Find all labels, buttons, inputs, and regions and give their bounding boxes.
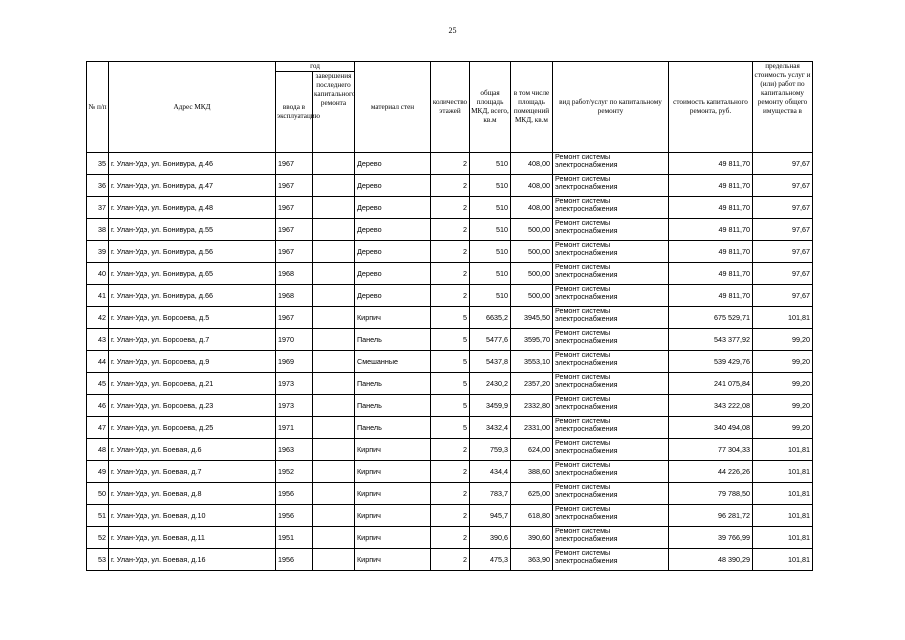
row-floors: 5: [431, 329, 470, 351]
table-row: [87, 263, 813, 285]
row-work-type: Ремонт системы электроснабжения: [553, 351, 669, 373]
row-work-type: Ремонт системы электроснабжения: [553, 549, 669, 571]
row-number: 48: [87, 439, 109, 461]
row-number: 47: [87, 417, 109, 439]
row-address: г. Улан-Удэ, ул. Бонивура, д.56: [109, 241, 276, 263]
row-max-cost: 99,20: [753, 329, 813, 351]
row-material: Кирпич: [355, 439, 431, 461]
table-row: [87, 307, 813, 329]
row-max-cost: 101,81: [753, 527, 813, 549]
row-number: 42: [87, 307, 109, 329]
row-material: Дерево: [355, 153, 431, 175]
row-address: г. Улан-Удэ, ул. Борсоева, д.23: [109, 395, 276, 417]
row-cost: 343 222,08: [669, 395, 753, 417]
row-work-type: Ремонт системы электроснабжения: [553, 417, 669, 439]
row-repair-year: [313, 549, 355, 571]
table-row: [87, 417, 813, 439]
row-cost: 49 811,70: [669, 153, 753, 175]
header-max-cost: предельная стоимость услуг и (или) работ по капитальному ремонту общего имущества в: [753, 62, 813, 153]
row-floors: 2: [431, 241, 470, 263]
row-number: 40: [87, 263, 109, 285]
row-cost: 39 766,99: [669, 527, 753, 549]
row-address: г. Улан-Удэ, ул. Борсоева, д.9: [109, 351, 276, 373]
repair-table: [86, 61, 813, 571]
row-total-area: 5437,8: [470, 351, 511, 373]
row-year: 1967: [276, 219, 313, 241]
row-material: Дерево: [355, 285, 431, 307]
row-number: 52: [87, 527, 109, 549]
row-max-cost: 101,81: [753, 483, 813, 505]
row-year: 1970: [276, 329, 313, 351]
row-work-type: Ремонт системы электроснабжения: [553, 373, 669, 395]
row-address: г. Улан-Удэ, ул. Бонивура, д.46: [109, 153, 276, 175]
row-repair-year: [313, 285, 355, 307]
row-floors: 5: [431, 395, 470, 417]
table-row: [87, 351, 813, 373]
row-address: г. Улан-Удэ, ул. Боевая, д.6: [109, 439, 276, 461]
row-address: г. Улан-Удэ, ул. Боевая, д.7: [109, 461, 276, 483]
row-total-area: 390,6: [470, 527, 511, 549]
header-wall-material: материал стен: [355, 62, 431, 153]
row-premises-area: 625,00: [511, 483, 553, 505]
row-floors: 2: [431, 483, 470, 505]
row-work-type: Ремонт системы электроснабжения: [553, 241, 669, 263]
row-premises-area: 390,60: [511, 527, 553, 549]
row-year: 1968: [276, 285, 313, 307]
row-premises-area: 2332,80: [511, 395, 553, 417]
row-premises-area: 624,00: [511, 439, 553, 461]
row-work-type: Ремонт системы электроснабжения: [553, 527, 669, 549]
row-year: 1956: [276, 483, 313, 505]
row-total-area: 3459,9: [470, 395, 511, 417]
row-cost: 241 075,84: [669, 373, 753, 395]
row-address: г. Улан-Удэ, ул. Бонивура, д.66: [109, 285, 276, 307]
row-address: г. Улан-Удэ, ул. Боевая, д.8: [109, 483, 276, 505]
row-cost: 79 788,50: [669, 483, 753, 505]
header-year-last-repair: завершения последнего капитального ремонта: [313, 72, 355, 153]
row-cost: 543 377,92: [669, 329, 753, 351]
row-repair-year: [313, 219, 355, 241]
row-number: 50: [87, 483, 109, 505]
row-repair-year: [313, 373, 355, 395]
row-floors: 2: [431, 527, 470, 549]
row-repair-year: [313, 175, 355, 197]
row-floors: 5: [431, 307, 470, 329]
row-floors: 2: [431, 197, 470, 219]
row-cost: 539 429,76: [669, 351, 753, 373]
row-repair-year: [313, 351, 355, 373]
row-premises-area: 2357,20: [511, 373, 553, 395]
row-material: Смешанные: [355, 351, 431, 373]
row-premises-area: 363,90: [511, 549, 553, 571]
row-floors: 5: [431, 351, 470, 373]
row-work-type: Ремонт системы электроснабжения: [553, 483, 669, 505]
row-floors: 2: [431, 175, 470, 197]
row-total-area: 510: [470, 197, 511, 219]
row-work-type: Ремонт системы электроснабжения: [553, 153, 669, 175]
row-address: г. Улан-Удэ, ул. Борсоева, д.5: [109, 307, 276, 329]
row-number: 49: [87, 461, 109, 483]
row-year: 1969: [276, 351, 313, 373]
table-body: [87, 153, 813, 571]
row-repair-year: [313, 263, 355, 285]
header-year-commission: ввода в эксплуатацию: [276, 72, 313, 153]
row-repair-year: [313, 417, 355, 439]
row-work-type: Ремонт системы электроснабжения: [553, 175, 669, 197]
row-premises-area: 3945,50: [511, 307, 553, 329]
row-year: 1952: [276, 461, 313, 483]
row-work-type: Ремонт системы электроснабжения: [553, 461, 669, 483]
row-premises-area: 500,00: [511, 285, 553, 307]
row-repair-year: [313, 241, 355, 263]
header-address: Адрес МКД: [109, 62, 276, 153]
header-year-group: год: [276, 62, 355, 72]
row-address: г. Улан-Удэ, ул. Бонивура, д.47: [109, 175, 276, 197]
row-cost: 49 811,70: [669, 197, 753, 219]
row-number: 45: [87, 373, 109, 395]
row-cost: 675 529,71: [669, 307, 753, 329]
row-address: г. Улан-Удэ, ул. Бонивура, д.65: [109, 263, 276, 285]
row-repair-year: [313, 307, 355, 329]
row-work-type: Ремонт системы электроснабжения: [553, 219, 669, 241]
table-row: [87, 461, 813, 483]
row-address: г. Улан-Удэ, ул. Борсоева, д.21: [109, 373, 276, 395]
row-work-type: Ремонт системы электроснабжения: [553, 263, 669, 285]
table-row: [87, 373, 813, 395]
row-repair-year: [313, 505, 355, 527]
row-work-type: Ремонт системы электроснабжения: [553, 307, 669, 329]
header-work-type: вид работ/услуг по капитальному ремонту: [553, 62, 669, 153]
header-cost: стоимость капитального ремонта, руб.: [669, 62, 753, 153]
row-floors: 2: [431, 153, 470, 175]
row-total-area: 510: [470, 241, 511, 263]
row-year: 1956: [276, 505, 313, 527]
row-address: г. Улан-Удэ, ул. Борсоева, д.7: [109, 329, 276, 351]
row-max-cost: 97,67: [753, 175, 813, 197]
table-row: [87, 175, 813, 197]
row-material: Панель: [355, 395, 431, 417]
row-floors: 2: [431, 505, 470, 527]
row-address: г. Улан-Удэ, ул. Боевая, д.10: [109, 505, 276, 527]
row-total-area: 2430,2: [470, 373, 511, 395]
row-number: 51: [87, 505, 109, 527]
row-floors: 5: [431, 373, 470, 395]
row-work-type: Ремонт системы электроснабжения: [553, 395, 669, 417]
row-floors: 2: [431, 461, 470, 483]
row-repair-year: [313, 197, 355, 219]
row-total-area: 510: [470, 175, 511, 197]
row-year: 1967: [276, 241, 313, 263]
table-row: [87, 483, 813, 505]
row-total-area: 3432,4: [470, 417, 511, 439]
table-row: [87, 439, 813, 461]
row-cost: 77 304,33: [669, 439, 753, 461]
row-year: 1968: [276, 263, 313, 285]
row-floors: 2: [431, 285, 470, 307]
row-max-cost: 99,20: [753, 351, 813, 373]
table-row: [87, 395, 813, 417]
table-row: [87, 329, 813, 351]
row-number: 36: [87, 175, 109, 197]
row-repair-year: [313, 329, 355, 351]
row-material: Панель: [355, 417, 431, 439]
row-material: Дерево: [355, 197, 431, 219]
row-repair-year: [313, 153, 355, 175]
row-max-cost: 101,81: [753, 461, 813, 483]
row-repair-year: [313, 483, 355, 505]
row-premises-area: 408,00: [511, 153, 553, 175]
header-floors: количество этажей: [431, 62, 470, 153]
row-max-cost: 101,81: [753, 439, 813, 461]
row-year: 1971: [276, 417, 313, 439]
row-number: 41: [87, 285, 109, 307]
table-row: [87, 285, 813, 307]
row-premises-area: 618,80: [511, 505, 553, 527]
row-year: 1967: [276, 197, 313, 219]
row-material: Кирпич: [355, 549, 431, 571]
row-number: 37: [87, 197, 109, 219]
row-repair-year: [313, 395, 355, 417]
row-floors: 2: [431, 549, 470, 571]
row-premises-area: 2331,00: [511, 417, 553, 439]
row-max-cost: 97,67: [753, 197, 813, 219]
page-number: 25: [448, 26, 457, 35]
row-max-cost: 97,67: [753, 241, 813, 263]
row-cost: 49 811,70: [669, 175, 753, 197]
row-cost: 44 226,26: [669, 461, 753, 483]
row-address: г. Улан-Удэ, ул. Боевая, д.16: [109, 549, 276, 571]
row-address: г. Улан-Удэ, ул. Бонивура, д.55: [109, 219, 276, 241]
row-premises-area: 408,00: [511, 197, 553, 219]
row-material: Кирпич: [355, 527, 431, 549]
header-total-area: общая площадь МКД, всего, кв.м: [470, 62, 511, 153]
row-year: 1967: [276, 307, 313, 329]
row-number: 44: [87, 351, 109, 373]
row-year: 1967: [276, 153, 313, 175]
row-number: 46: [87, 395, 109, 417]
row-total-area: 945,7: [470, 505, 511, 527]
row-material: Кирпич: [355, 461, 431, 483]
row-number: 38: [87, 219, 109, 241]
row-floors: 2: [431, 263, 470, 285]
header-premises-area: в том числе площадь помещений МКД, кв.м: [511, 62, 553, 153]
row-max-cost: 99,20: [753, 373, 813, 395]
row-cost: 96 281,72: [669, 505, 753, 527]
row-total-area: 5477,6: [470, 329, 511, 351]
row-number: 43: [87, 329, 109, 351]
row-premises-area: 3595,70: [511, 329, 553, 351]
row-work-type: Ремонт системы электроснабжения: [553, 439, 669, 461]
row-year: 1963: [276, 439, 313, 461]
row-repair-year: [313, 527, 355, 549]
row-repair-year: [313, 439, 355, 461]
row-floors: 5: [431, 417, 470, 439]
row-year: 1951: [276, 527, 313, 549]
row-material: Дерево: [355, 175, 431, 197]
row-address: г. Улан-Удэ, ул. Бонивура, д.48: [109, 197, 276, 219]
row-material: Дерево: [355, 263, 431, 285]
row-number: 35: [87, 153, 109, 175]
table-row: [87, 241, 813, 263]
row-material: Дерево: [355, 241, 431, 263]
row-work-type: Ремонт системы электроснабжения: [553, 285, 669, 307]
row-number: 53: [87, 549, 109, 571]
row-address: г. Улан-Удэ, ул. Борсоева, д.25: [109, 417, 276, 439]
row-total-area: 783,7: [470, 483, 511, 505]
row-cost: 48 390,29: [669, 549, 753, 571]
row-material: Панель: [355, 329, 431, 351]
row-cost: 49 811,70: [669, 263, 753, 285]
row-address: г. Улан-Удэ, ул. Боевая, д.11: [109, 527, 276, 549]
row-material: Кирпич: [355, 505, 431, 527]
row-year: 1956: [276, 549, 313, 571]
row-premises-area: 388,60: [511, 461, 553, 483]
row-max-cost: 101,81: [753, 307, 813, 329]
table-row: [87, 197, 813, 219]
row-max-cost: 99,20: [753, 395, 813, 417]
row-max-cost: 99,20: [753, 417, 813, 439]
row-material: Панель: [355, 373, 431, 395]
row-number: 39: [87, 241, 109, 263]
row-floors: 2: [431, 219, 470, 241]
row-cost: 49 811,70: [669, 285, 753, 307]
row-total-area: 510: [470, 263, 511, 285]
row-total-area: 510: [470, 153, 511, 175]
row-cost: 49 811,70: [669, 219, 753, 241]
row-total-area: 759,3: [470, 439, 511, 461]
row-material: Кирпич: [355, 483, 431, 505]
row-cost: 49 811,70: [669, 241, 753, 263]
row-material: Кирпич: [355, 307, 431, 329]
header-num: № п/п: [87, 62, 109, 153]
row-total-area: 475,3: [470, 549, 511, 571]
row-total-area: 434,4: [470, 461, 511, 483]
row-cost: 340 494,08: [669, 417, 753, 439]
row-year: 1973: [276, 373, 313, 395]
table-row: [87, 549, 813, 571]
row-year: 1973: [276, 395, 313, 417]
row-premises-area: 500,00: [511, 241, 553, 263]
row-material: Дерево: [355, 219, 431, 241]
row-premises-area: 3553,10: [511, 351, 553, 373]
row-year: 1967: [276, 175, 313, 197]
row-total-area: 510: [470, 219, 511, 241]
row-premises-area: 500,00: [511, 219, 553, 241]
row-repair-year: [313, 461, 355, 483]
row-premises-area: 500,00: [511, 263, 553, 285]
row-max-cost: 97,67: [753, 263, 813, 285]
table-header: [87, 62, 813, 153]
row-max-cost: 97,67: [753, 219, 813, 241]
table-row: [87, 153, 813, 175]
row-total-area: 510: [470, 285, 511, 307]
row-premises-area: 408,00: [511, 175, 553, 197]
row-work-type: Ремонт системы электроснабжения: [553, 197, 669, 219]
row-max-cost: 97,67: [753, 285, 813, 307]
row-work-type: Ремонт системы электроснабжения: [553, 505, 669, 527]
row-floors: 2: [431, 439, 470, 461]
table-row: [87, 505, 813, 527]
row-total-area: 6635,2: [470, 307, 511, 329]
row-max-cost: 101,81: [753, 505, 813, 527]
table-row: [87, 219, 813, 241]
row-max-cost: 97,67: [753, 153, 813, 175]
row-max-cost: 101,81: [753, 549, 813, 571]
table-row: [87, 527, 813, 549]
row-work-type: Ремонт системы электроснабжения: [553, 329, 669, 351]
